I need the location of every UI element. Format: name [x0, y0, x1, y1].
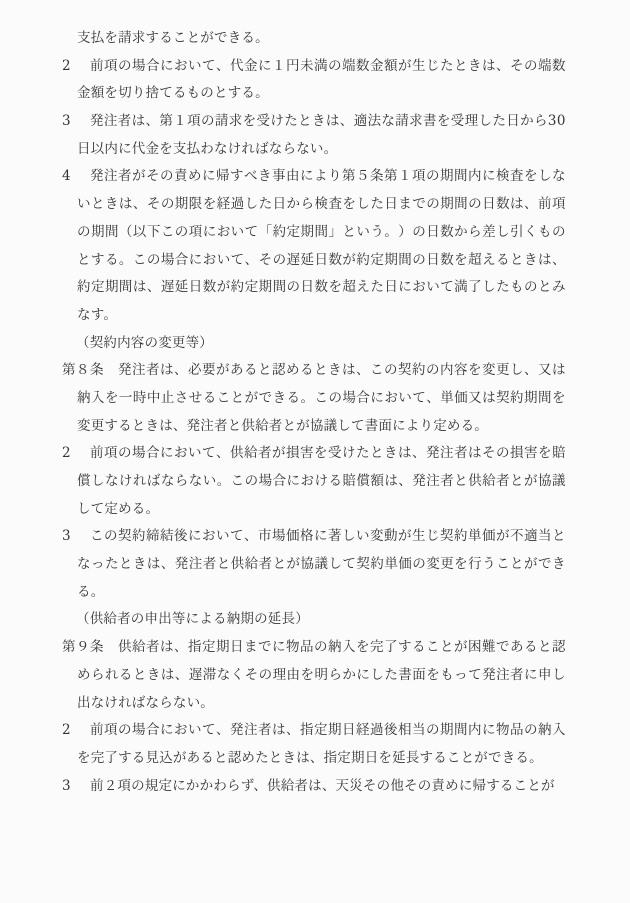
paragraph-text: 前 項 の 場 合 に お い て 、 発 注 者 は 、 指 定 期 日 経 過 後 相 当 の 期 間 内 に 物 品 の 納 入: [90, 722, 566, 739]
paragraph-text: こ の 契 約 締 結 後 に お い て 、 市 場 価 格 に 著 し い 変 動 が 生 じ 契 約 単 価 が 不 適 当 と: [90, 528, 566, 545]
document-line: （契約内容の変更等）: [76, 334, 213, 351]
document-line-justified: 第 ８ 条 発 注 者 は 、 必 要 が あ る と 認 め る と き は 、 こ の 契 約 の 内 容 を 変 更 し 、 又 は: [62, 362, 566, 379]
document-line-justified: 第 ９ 条 供 給 者 は 、 指 定 期 日 ま で に 物 品 の 納 入 を 完 了 す る こ と が 困 難 で あ る と 認: [62, 639, 566, 656]
paragraph-number: 2: [62, 445, 71, 462]
document-line-justified: 納 入 を 一 時 中 止 さ せ る こ と が で き る 。 こ の 場 合 に お い て 、 単 価 又 は 契 約 期 間 を: [77, 389, 566, 406]
paragraph-number: 2: [62, 57, 71, 74]
document-line: [62, 717, 566, 745]
document-line-justified: 償 し な け れ ば な ら な い 。 こ の 場 合 に お け る 賠 償 額 は 、 発 注 者 と 供 給 者 と が 協 議: [77, 473, 566, 489]
document-line: [62, 163, 566, 191]
document-line: 変更するときは、発注者と供給者とが協議して書面により定める。: [77, 417, 488, 434]
document-line-justified: と す る 。 こ の 場 合 に お い て 、 そ の 遅 延 日 数 が 約 定 期 間 の 日 数 を 超 え る と き は 、: [77, 251, 566, 268]
document-line: る。: [77, 583, 105, 600]
document-line-justified: 約 定 期 間 は 、 遅 延 日 数 が 約 定 期 間 の 日 数 を 超 え た 日 に お い て 満 了 し た も の と み: [77, 279, 566, 296]
document-line: [62, 53, 566, 81]
paragraph-text: 前２項の規定にかかわらず、供給者は、天災その他その責めに帰することが: [90, 777, 555, 794]
document-line: を完了する見込があると認めたときは、指定期日を延長することができる。: [77, 749, 543, 766]
paragraph-text: 発 注 者 は 、 第 １ 項 の 請 求 を 受 け た と き は 、 適 法 な 請 求 書 を 受 理 し た 日 か ら 3 0: [90, 113, 566, 130]
document-line: （供給者の申出等による納期の延長）: [76, 611, 309, 628]
paragraph-number: 3: [62, 528, 71, 545]
paragraph-text: 前 項 の 場 合 に お い て 、 供 給 者 が 損 害 を 受 け た と き は 、 発 注 者 は そ の 損 害 を 賠: [90, 445, 566, 462]
document-line-justified: め ら れ る と き は 、 遅 滞 な く そ の 理 由 を 明 ら か に し た 書 面 を も っ て 発 注 者 に 申 し: [77, 666, 566, 683]
document-line: [62, 523, 566, 551]
document-line: 出なければならない。: [77, 694, 214, 711]
document-line: 金額を切り捨てるものとする。: [77, 85, 269, 102]
paragraph-number: 3: [62, 777, 71, 794]
document-line-justified: い と き は 、 そ の 期 限 を 経 過 し た 日 か ら 検 査 を し た 日 ま で の 期 間 の 日 数 は 、 前 項: [77, 196, 566, 213]
document-line-justified: な っ た と き は 、 発 注 者 と 供 給 者 と が 協 議 し て 契 約 単 価 の 変 更 を 行 う こ と が で き: [77, 556, 566, 573]
document-line-justified: の 期 間 （ 以 下 こ の 項 に お い て 「 約 定 期 間 」 と い う 。 ） の 日 数 か ら 差 し 引 く も の: [77, 223, 566, 240]
paragraph-text: 発 注 者 が そ の 責 め に 帰 す べ き 事 由 に よ り 第 ５ 条 第 １ 項 の 期 間 内 に 検 査 を し な: [90, 168, 566, 185]
document-line: [62, 773, 566, 801]
document-text-body: [0, 25, 630, 800]
paragraph-text: 前 項 の 場 合 に お い て 、 代 金 に １ 円 未 満 の 端 数 金 額 が 生 じ た と き は 、 そ の 端 数: [90, 57, 566, 74]
paragraph-number: 2: [62, 722, 71, 739]
paragraph-number: 4: [62, 168, 71, 185]
document-line: [62, 440, 566, 468]
document-line: 日以内に代金を支払わなければならない。: [77, 140, 338, 157]
paragraph-number: 3: [62, 113, 71, 130]
document-line: なす。: [77, 306, 118, 323]
document-line: して定める。: [77, 500, 160, 517]
document-line: [62, 108, 566, 136]
document-line: 支払を請求することができる。: [77, 30, 269, 46]
